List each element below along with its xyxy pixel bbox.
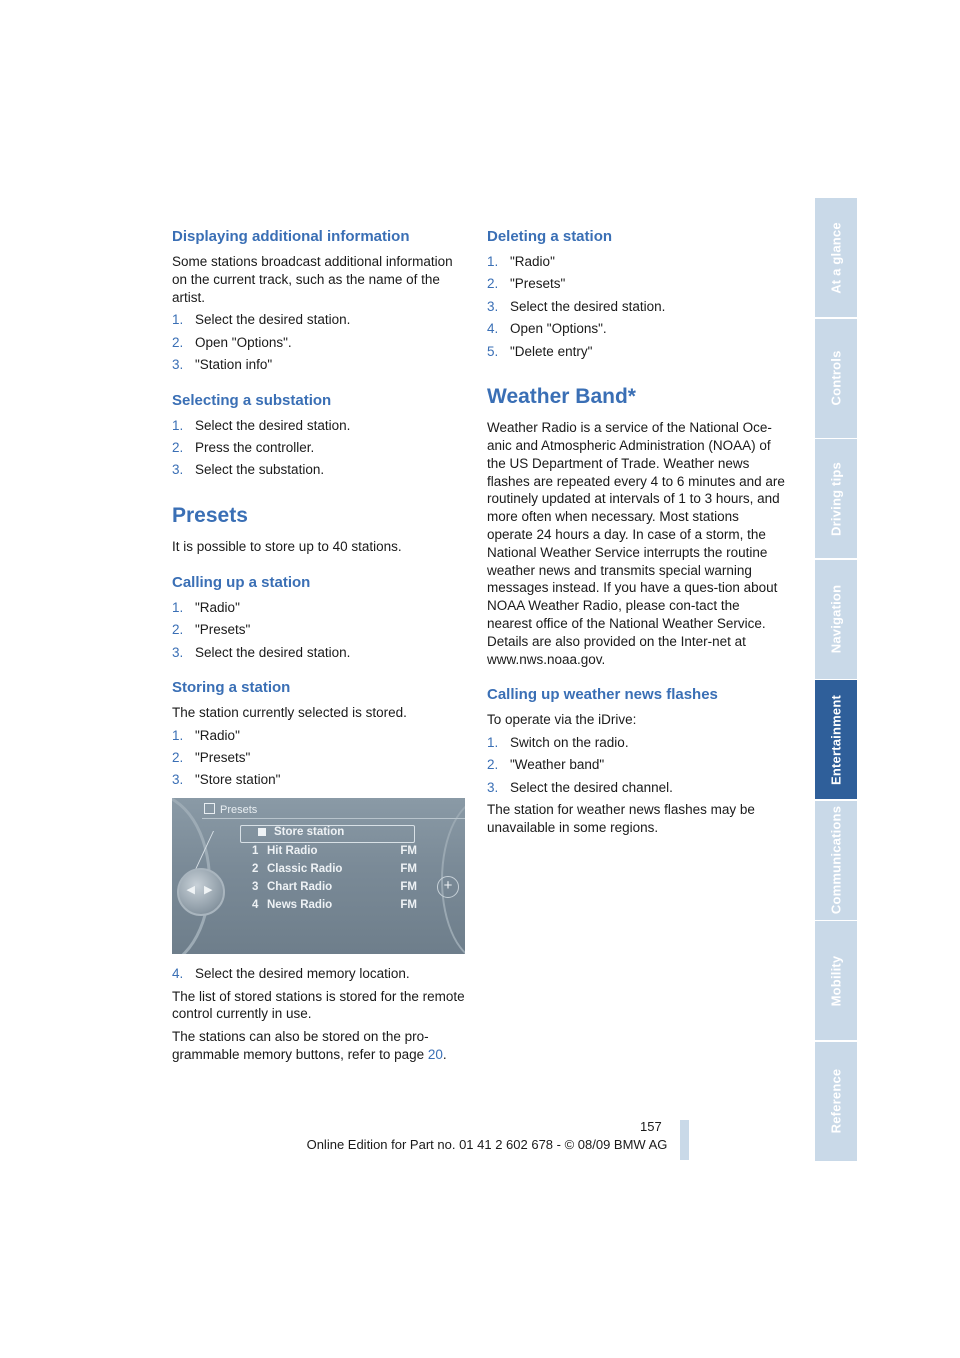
- steps-list: [487, 253, 787, 360]
- presets-screenshot: [172, 798, 465, 954]
- chapter-title: Presets: [172, 503, 248, 527]
- section-title: Selecting a substation: [172, 391, 332, 409]
- step: 1. "Radio": [172, 599, 240, 615]
- tab-controls[interactable]: Controls: [815, 319, 857, 438]
- section-title: Calling up a station: [172, 573, 311, 591]
- preset-row: 1 Hit Radio FM: [252, 845, 417, 858]
- left-column: [172, 228, 467, 1069]
- steps-list: [172, 599, 467, 662]
- store-station-item: Store station: [258, 826, 344, 838]
- steps-list: [172, 727, 467, 790]
- tab-entertainment[interactable]: Entertainment: [815, 680, 857, 799]
- controller-knob-icon: ◀ ▶: [177, 868, 225, 916]
- save-icon: [258, 828, 266, 836]
- tab-reference[interactable]: Reference: [815, 1042, 857, 1161]
- step: 1. Select the desired station.: [172, 312, 351, 328]
- screen-header: Presets: [204, 803, 257, 816]
- step: 2. Press the controller.: [172, 439, 315, 455]
- paragraph: It is possible to store up to 40 stations.: [172, 538, 402, 554]
- step: 4. Select the desired memory location.: [172, 966, 410, 982]
- tab-navigation[interactable]: Navigation: [815, 560, 857, 679]
- paragraph: Weather Radio is a service of the National Oce-anic and Atmospheric Administration (NOAA) of the US Department of Trade. Weather news flashes are repeated every 4 to 6 minutes and are routinely updated at intervals of 1 to 3 hours, and more often when necessary. Most stations operate 24 hours a day. In case of a storm, the National Weather Service interrupts the routine weather news and transmits special warning messages instead. If you have a ques-tion about NOAA Weather Radio, please con-tact the nearest office of the National Weather Service. Details are also provided on the Inter-net at www.nws.noaa.gov.: [487, 420, 785, 667]
- step: 4. Open "Options".: [487, 321, 607, 337]
- paragraph: To operate via the iDrive:: [487, 712, 637, 728]
- steps-list: [172, 311, 467, 374]
- section-title: Storing a station: [172, 678, 291, 696]
- plus-icon: +: [437, 876, 459, 898]
- section-title: Displaying additional information: [172, 228, 410, 245]
- chapter-tabs: [815, 198, 857, 1162]
- step: 3. "Store station": [172, 772, 281, 788]
- tab-driving-tips[interactable]: Driving tips: [815, 439, 857, 558]
- page-link[interactable]: 20: [427, 1047, 443, 1063]
- paragraph: The station for weather news flashes may be unavailable in some regions.: [487, 802, 755, 836]
- paragraph: Some stations broadcast additional information on the current track, such as the name of the artist.: [172, 254, 453, 305]
- step: 2. "Presets": [172, 622, 251, 638]
- tab-at-a-glance[interactable]: At a glance: [815, 198, 857, 317]
- chapter-title: Weather Band*: [487, 384, 636, 408]
- step: 3. Select the desired station.: [172, 644, 351, 660]
- step: 2. "Presets": [172, 750, 251, 766]
- steps-list: [172, 965, 467, 983]
- steps-list: [172, 417, 467, 480]
- paragraph: The station currently selected is stored.: [172, 704, 407, 720]
- step: 3. Select the substation.: [172, 462, 325, 478]
- step: 3. Select the desired channel.: [487, 779, 673, 795]
- step: 2. "Weather band": [487, 757, 605, 773]
- preset-row: 3 Chart Radio FM: [252, 881, 417, 894]
- step: 1. Select the desired station.: [172, 417, 351, 433]
- preset-row: 2 Classic Radio FM: [252, 863, 417, 876]
- step: 2. "Presets": [487, 276, 566, 292]
- paragraph: The stations can also be stored on the pro-grammable memory buttons, refer to page 20.: [172, 1029, 447, 1063]
- page-number: 157: [640, 1119, 662, 1134]
- section-title: Calling up weather news flashes: [487, 686, 718, 704]
- step: 3. "Station info": [172, 357, 273, 373]
- preset-row: 4 News Radio FM: [252, 899, 417, 912]
- step: 2. Open "Options".: [172, 334, 292, 350]
- presets-icon: [204, 803, 215, 814]
- paragraph: The list of stored stations is stored for the remote control currently in use.: [172, 988, 465, 1022]
- step: 1. Switch on the radio.: [487, 735, 629, 751]
- tab-mobility[interactable]: Mobility: [815, 921, 857, 1040]
- right-column: [487, 228, 787, 842]
- section-title: Deleting a station: [487, 228, 613, 245]
- step: 3. Select the desired station.: [487, 298, 666, 314]
- step: 5. "Delete entry": [487, 343, 593, 359]
- tab-communications[interactable]: Communications: [815, 801, 857, 920]
- footer-text: Online Edition for Part no. 01 41 2 602 678 - © 08/09 BMW AG: [306, 1137, 668, 1152]
- step: 1. "Radio": [487, 254, 555, 269]
- steps-list: [487, 734, 787, 797]
- step: 1. "Radio": [172, 727, 240, 743]
